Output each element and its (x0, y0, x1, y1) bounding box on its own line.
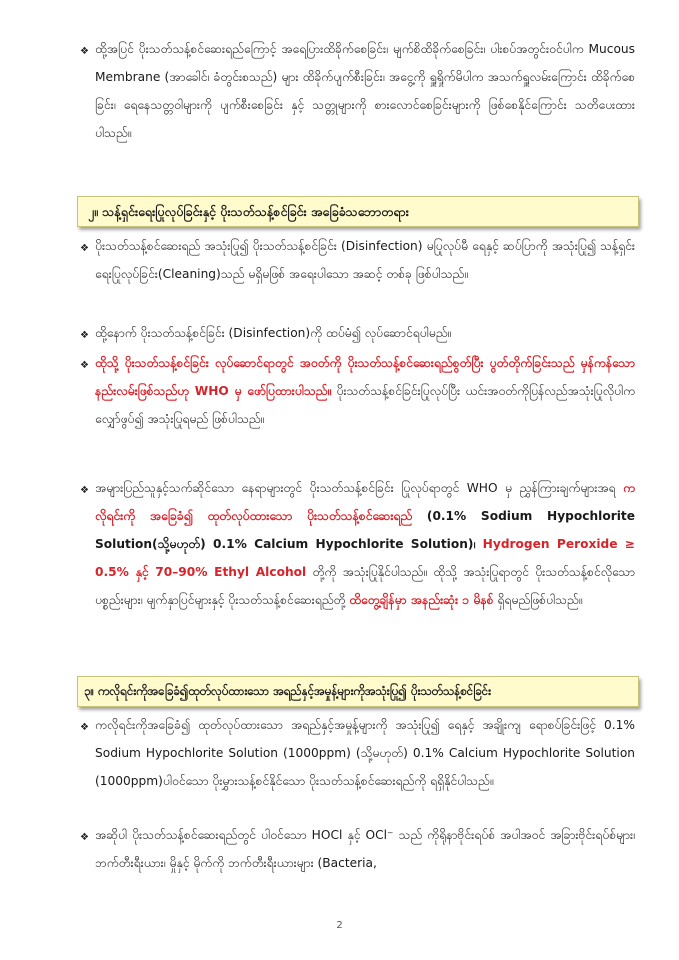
who-highlight-text: ထိုသို့ ပိုးသတ်သန့်စင်ခြင်း လုပ်ဆောင်ရာတွင် အဝတ်ကို ပိုးသတ်သန့်စင်ဆေးရည်စွတ်ပြီး ပွတ်တိုက်ခြင်းသည် မှန်ကန်သောနည်းလမ်းဖြစ်သည်ဟု WHO မှ ဖော်ပြထားပါသည်။ (95, 356, 635, 398)
paragraph-warning: ထို့အပြင် ပိုးသတ်သန့်စင်ဆေးရည်ကြောင့် အရေပြားထိခိုက်စေခြင်း၊ မျက်စိထိခိုက်စေခြင်း၊ ပါးစပ်အတွင်းဝင်ပါက Mucous Membrane (အာခေါင်၊ ခံတွင်းစသည်) များ ထိခိုက်ပျက်စီးခြင်း၊ အငွေ့ကို ရှူရှိုက်မိပါက အသက်ရှူလမ်းကြောင်း ထိခိုက်စေခြင်း၊ ရေနေသတ္တဝါများကို ပျက်စီးစေခြင်း နှင့် သတ္တုများကို စားလောင်စေခြင်းများကို ဖြစ်စေနိုင်ကြောင်း သတိပေးထားပါသည်။ (95, 42, 635, 140)
paragraph-disinfection-next: ထို့နောက် ပိုးသတ်သန့်စင်ခြင်း (Disinfection)ကို ထပ်မံ၍ လုပ်ဆောင်ရပါမည်။ (95, 326, 452, 340)
paragraph-cleaning-first: ပိုးသတ်သန့်စင်ဆေးရည် အသုံးပြု၍ ပိုးသတ်သန့်စင်ခြင်း (Disinfection) မပြုလုပ်မီ ရေနှင့် ဆပ်ပြာကို အသုံးပြု၍ သန့်ရှင်းရေးပြုလုပ်ခြင်း(Cleaning)သည် မရှိမဖြစ် အရေးပါသော အဆင့် တစ်ခု ဖြစ်ပါသည်။ (95, 239, 635, 281)
peroxide-alcohol-highlight: Hydrogen Peroxide ≥ 0.5% နှင့် 70–90% Ethyl Alcohol (95, 537, 635, 579)
hypochlorite-solution-text: (0.1% Sodium Hypochlorite Solution(သို့မဟုတ်) 0.1% Calcium Hypochlorite Solution)၊ (95, 509, 635, 551)
paragraph-text: တို့ကို အသုံးပြုနိုင်ပါသည်။ ထိုသို့ အသုံးပြုရာတွင် ပိုးသတ်သန့်စင်လိုသော ပစ္စည်းများ၊ မျက်နှာပြင်များနှင့် ပိုးသတ်သန့်စင်ဆေးရည်တို့ (95, 565, 635, 607)
bullet-icon: ❖ (80, 485, 89, 496)
bullet-icon: ❖ (80, 46, 89, 57)
section-heading-3: ၃။ ကလိုရင်းကိုအခြေခံ၍ထုတ်လုပ်ထားသော အရည်နှင့်အမှုန့်များကိုအသုံးပြု၍ ပိုးသတ်သန့်စင်ခြင်း (77, 676, 639, 707)
paragraph-who-wiping (95, 349, 635, 461)
paragraph-who-guidelines (95, 474, 635, 656)
bullet-icon: ❖ (80, 330, 89, 341)
paragraph-hocl-effect: အဆိုပါ ပိုးသတ်သန့်စင်ဆေးရည်တွင် ပါဝင်သော HOCl နှင့် OCl⁻ သည် ကိုရိုနာဗိုင်းရပ်စ် အပါအဝင် အခြားဗိုင်းရပ်စ်များ၊ ဘက်တီးရီးယား၊ မှိုနှင့် မိုက်ကို ဘက်တီးရီးယားများ (Bacteria, (95, 828, 635, 870)
bullet-icon: ❖ (80, 832, 89, 843)
bullet-icon: ❖ (80, 243, 89, 254)
section-heading-2: ၂။ သန့်ရှင်းရေးပြုလုပ်ခြင်းနှင့် ပိုးသတ်သန့်စင်ခြင်း အခြေခံသဘောတရား (77, 196, 639, 227)
bullet-icon: ❖ (80, 360, 89, 371)
chlorine-disinfectant-highlight: ကလိုရင်းကို အခြေခံ၍ ထုတ်လုပ်ထားသော ပိုးသတ်သန့်စင်ဆေးရည် (95, 481, 635, 523)
paragraph-text: ပိုးသတ်သန့်စင်ခြင်းပြုလုပ်ပြီး ယင်းအဝတ်ကိုပြန်လည်အသုံးပြုလိုပါက လျှော်ဖွပ်၍ အသုံးပြုရမည် ဖြစ်ပါသည်။ (95, 384, 635, 426)
paragraph-text: ရှိရမည်ဖြစ်ပါသည်။ (493, 593, 583, 607)
paragraph-text: အများပြည်သူနှင့်သက်ဆိုင်သော နေရာများတွင် ပိုးသတ်သန့်စင်ခြင်း ပြုလုပ်ရာတွင် WHO မှ ညွှန်ကြားချက်များအရ (95, 481, 624, 495)
paragraph-chlorine-mixing: ကလိုရင်းကိုအခြေခံ၍ ထုတ်လုပ်ထားသော အရည်နှင့်အမှုန့်များကို အသုံးပြု၍ ရေနှင့် အချိုးကျ ရောစပ်ခြင်းဖြင့် 0.1% Sodium Hypochlorite Solution (1000ppm) (သို့မဟုတ်) 0.1% Calcium Hypochlorite Solution (1000ppm)ပါဝင်သော ပိုးမွှားသန့်စင်နိုင်သော ပိုးသတ်သန့်စင်ဆေးရည်ကို ရရှိနိုင်ပါသည်။ (95, 718, 635, 788)
page-number: 2 (336, 920, 343, 931)
contact-time-highlight: ထိတွေ့ချိန်မှာ အနည်းဆုံး ၁ မိနစ် (349, 593, 494, 607)
bullet-icon: ❖ (80, 722, 89, 733)
